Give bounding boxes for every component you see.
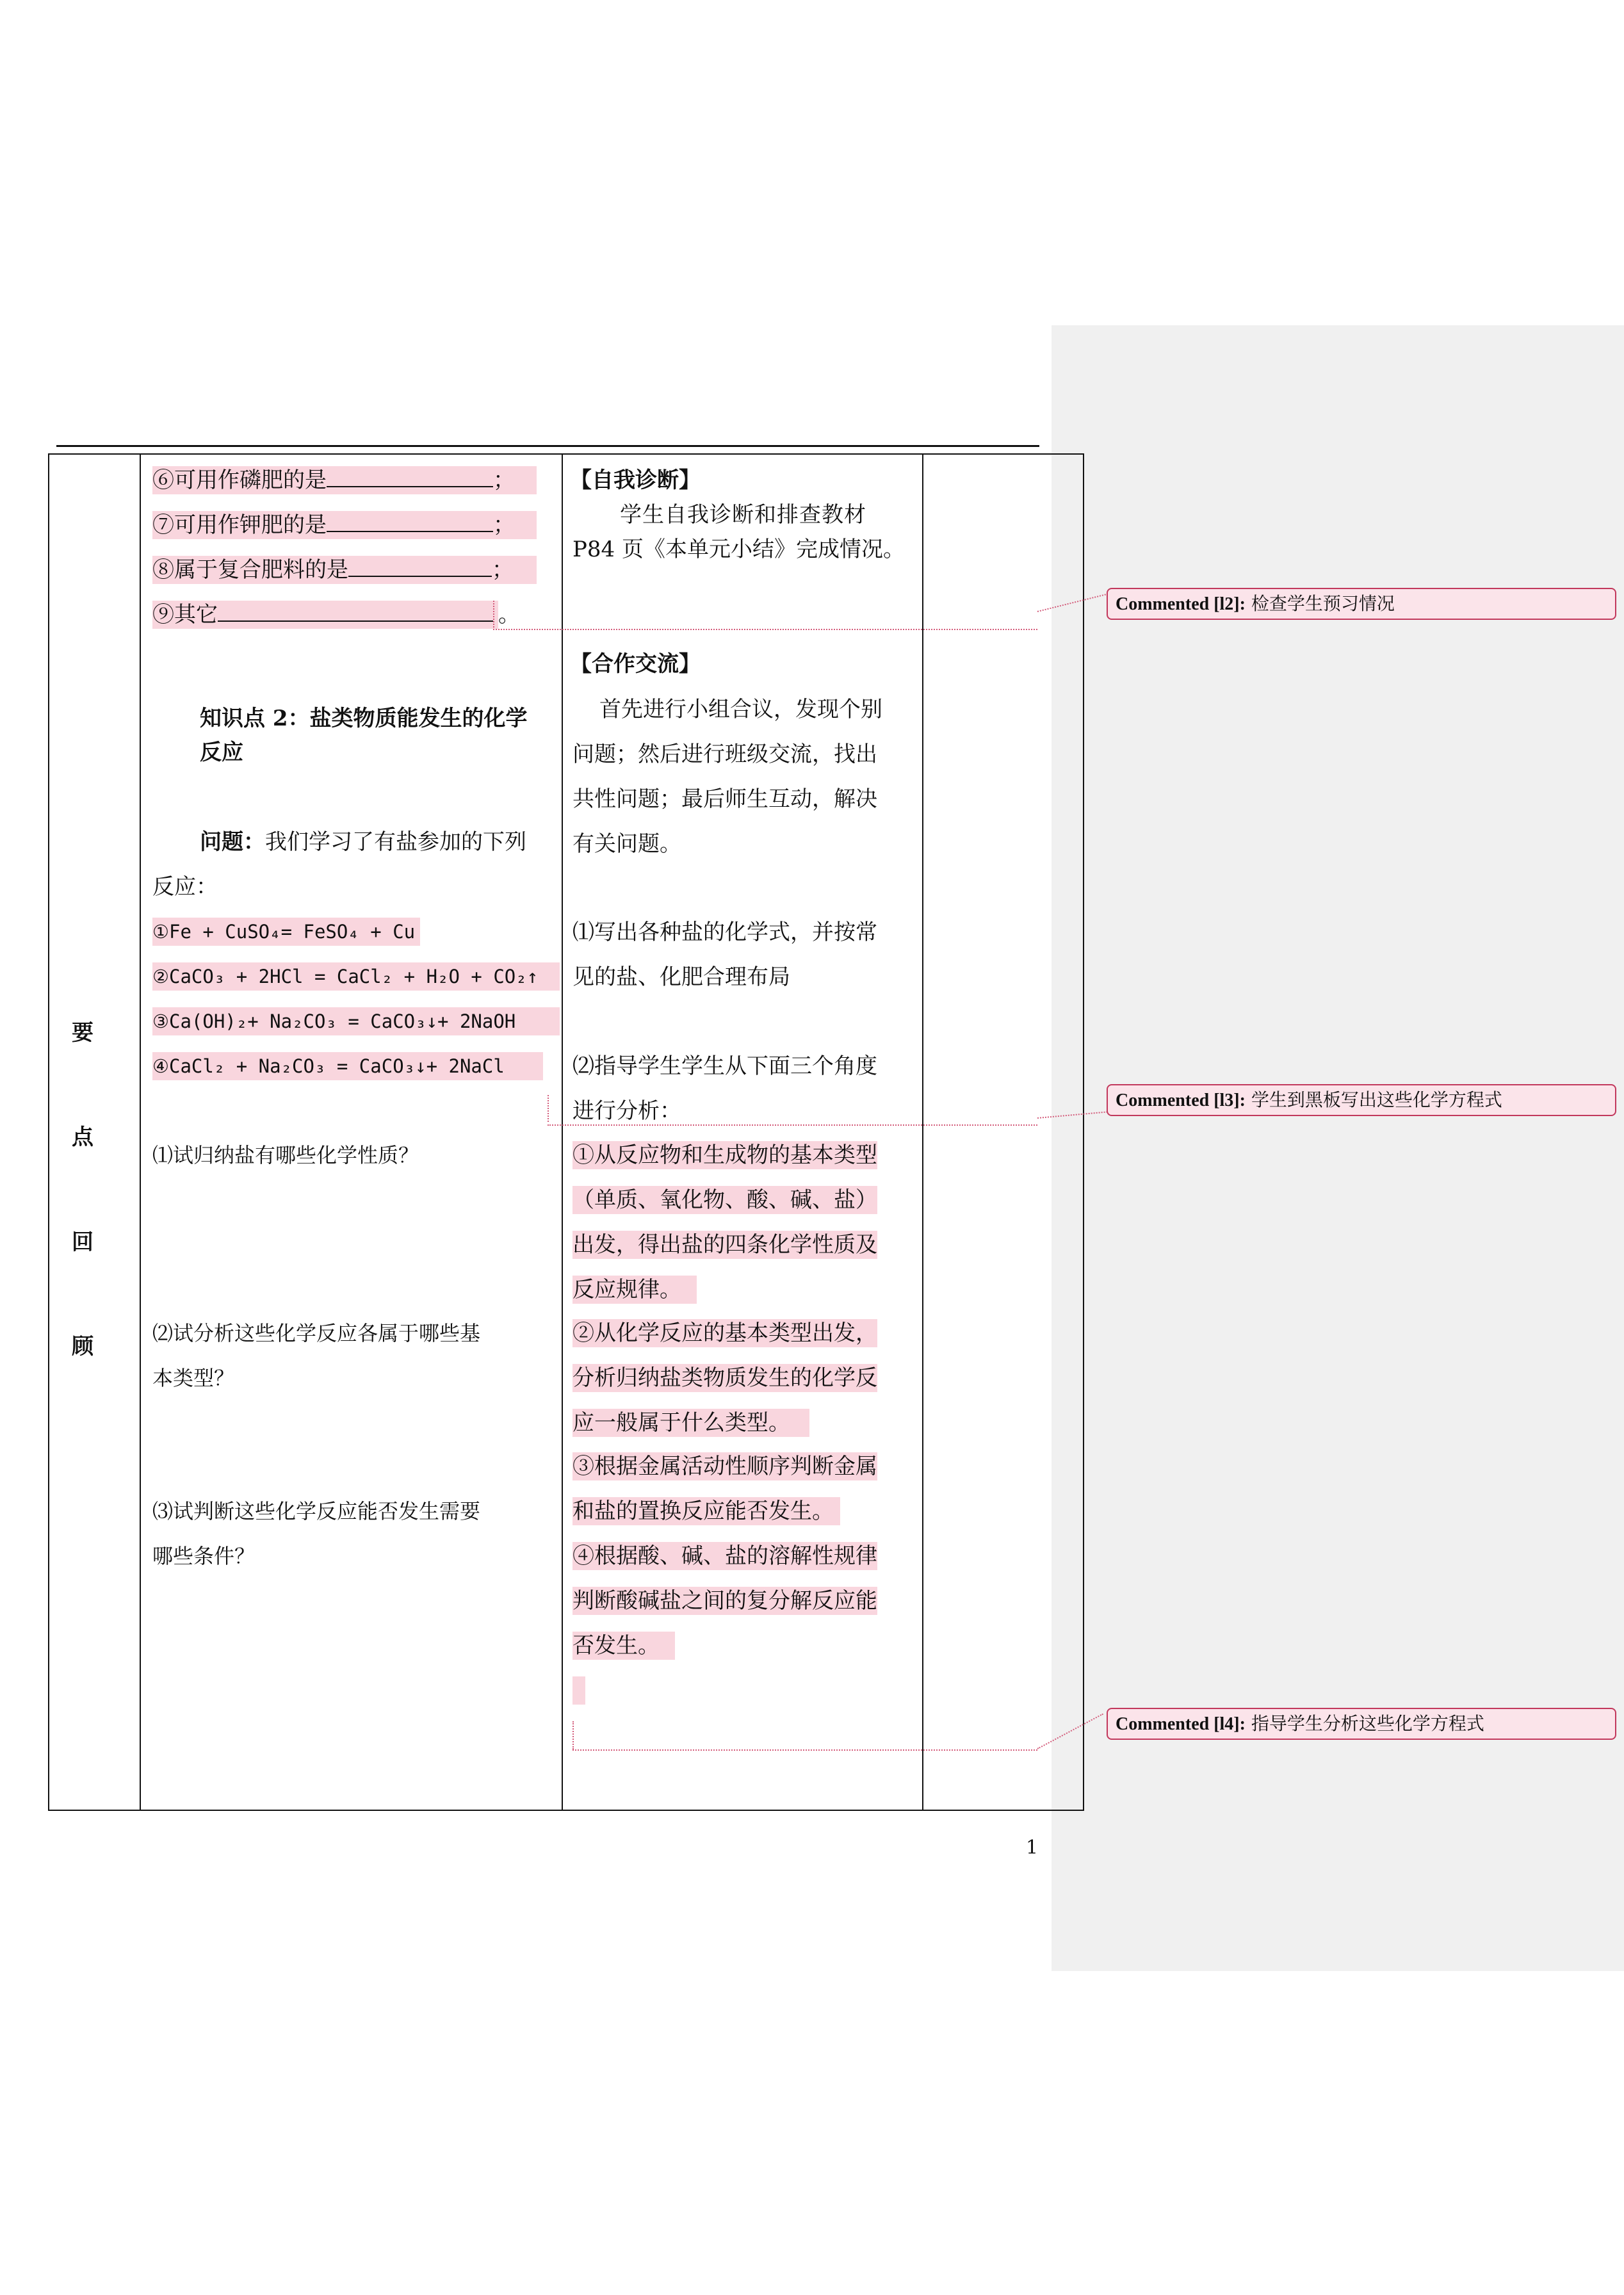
highlighted-line: 否发生。 [572, 1632, 675, 1660]
knowledge-point-title-cont: 反应 [200, 740, 243, 765]
highlighted-line: 分析归纳盐类物质发生的化学反 [572, 1365, 877, 1391]
fill-item-compound [152, 556, 537, 584]
question-label: 问题： [200, 829, 265, 855]
fill-item-label: ⑧属于复合肥料的是 [152, 557, 348, 583]
question-text: 我们学习了有盐参加的下列 [265, 829, 526, 855]
blank-line [348, 556, 492, 577]
reaction-equation: ③Ca(OH)₂+ Na₂CO₃ = CaCO₃↓+ 2NaOH [152, 1007, 560, 1035]
text-line: 见的盐、化肥合理布局 [572, 964, 790, 990]
fill-item-label: ⑦可用作钾肥的是 [152, 512, 327, 538]
comment-connector [572, 1749, 1037, 1751]
comment-text: 检查学生预习情况 [1251, 593, 1395, 614]
comment-connector [548, 1124, 1037, 1126]
step-1-text [572, 910, 912, 1000]
text-line: ⑵指导学生学生从下面三个角度 [572, 1053, 877, 1079]
comment-anchor [572, 1721, 574, 1749]
blank-line [327, 512, 493, 532]
analysis-question-cont: 本类型？ [152, 1366, 235, 1390]
column-divider [140, 453, 141, 1811]
comment-text: 指导学生分析这些化学方程式 [1251, 1713, 1484, 1734]
column-divider [562, 453, 563, 1811]
reaction-equation: ①Fe + CuSO₄= FeSO₄ + Cu [152, 918, 420, 946]
highlighted-line: ①从反应物和生成物的基本类型 [572, 1142, 877, 1168]
review-comment[interactable] [1107, 1084, 1616, 1116]
header-rule [56, 445, 1039, 447]
punct: ； [493, 512, 515, 538]
text-line: 首先进行小组合议，发现个别 [599, 697, 882, 722]
analysis-question: ⑵试分析这些化学反应各属于哪些基 [152, 1321, 481, 1345]
analysis-question-cont: 哪些条件？ [152, 1544, 256, 1568]
analysis-question: ⑶试判断这些化学反应能否发生需要 [152, 1499, 481, 1523]
column-divider [922, 453, 923, 1811]
cooperation-text [572, 687, 912, 866]
analysis-question: ⑴试归纳盐有哪些化学性质？ [152, 1143, 419, 1167]
highlighted-line: 反应规律。 [572, 1276, 697, 1304]
step-2-text [572, 1044, 912, 1133]
text-line: 进行分析： [572, 1098, 681, 1124]
self-diagnosis-text: 学生自我诊断和排查教材 [620, 502, 866, 528]
lesson-table [48, 453, 1084, 1811]
side-label-char: 点 [72, 1124, 93, 1150]
question-line [200, 828, 526, 856]
blank-line [327, 467, 493, 487]
comment-author: Commented [l4]: [1116, 1714, 1246, 1734]
reaction-equation: ④CaCl₂ + Na₂CO₃ = CaCO₃↓+ 2NaCl [152, 1052, 543, 1080]
punct: 。 [498, 602, 520, 628]
text-line: ⑴写出各种盐的化学式，并按常 [572, 920, 877, 945]
highlighted-line: ③根据金属活动性顺序判断金属 [572, 1454, 877, 1479]
text-line: 有关问题。 [572, 831, 681, 857]
fill-item-potash [152, 511, 537, 539]
blank-line [218, 601, 493, 622]
text-line: 共性问题；最后师生互动，解决 [572, 786, 877, 812]
highlighted-line: 应一般属于什么类型。 [572, 1409, 809, 1437]
fill-item-label: ⑨其它 [152, 602, 218, 628]
punct: ； [492, 557, 514, 583]
side-label-char: 顾 [72, 1334, 93, 1359]
comment-author: Commented [l2]: [1116, 594, 1246, 614]
text-line: 问题；然后进行班级交流，找出 [572, 742, 877, 767]
review-comment[interactable] [1107, 588, 1616, 620]
fill-item-label: ⑥可用作磷肥的是 [152, 467, 327, 493]
fill-item-other [152, 601, 520, 629]
highlighted-line: ④根据酸、碱、盐的溶解性规律 [572, 1543, 877, 1569]
highlighted-line: 判断酸碱盐之间的复分解反应能 [572, 1588, 877, 1614]
highlighted-line: （单质、氧化物、酸、碱、盐） [572, 1187, 877, 1213]
question-line-cont: 反应： [152, 874, 218, 900]
review-comment[interactable] [1107, 1708, 1616, 1740]
highlighted-line: ②从化学反应的基本类型出发， [572, 1320, 877, 1346]
self-diagnosis-title: 【自我诊断】 [570, 467, 701, 493]
side-label-char: 要 [72, 1020, 93, 1046]
side-label-char: 回 [72, 1229, 93, 1255]
comment-author: Commented [l3]: [1116, 1091, 1246, 1110]
page-number: 1 [1026, 1837, 1039, 1859]
fill-item-phosphate [152, 466, 537, 494]
comment-anchor [548, 1095, 549, 1122]
reaction-equation: ②CaCO₃ + 2HCl = CaCl₂ + H₂O + CO₂↑ [152, 962, 560, 991]
knowledge-point-title: 知识点 2：盐类物质能发生的化学 [200, 706, 528, 731]
comment-anchor [493, 601, 494, 628]
punct: ； [493, 467, 515, 493]
comment-connector [493, 629, 1037, 630]
comment-text: 学生到黑板写出这些化学方程式 [1251, 1089, 1502, 1110]
highlighted-line: 和盐的置换反应能否发生。 [572, 1497, 840, 1525]
highlighted-line: 出发，得出盐的四条化学性质及 [572, 1232, 877, 1258]
self-diagnosis-text: P84 页《本单元小结》完成情况。 [572, 537, 905, 562]
highlight-marker [572, 1676, 585, 1705]
cooperation-title: 【合作交流】 [570, 651, 701, 677]
